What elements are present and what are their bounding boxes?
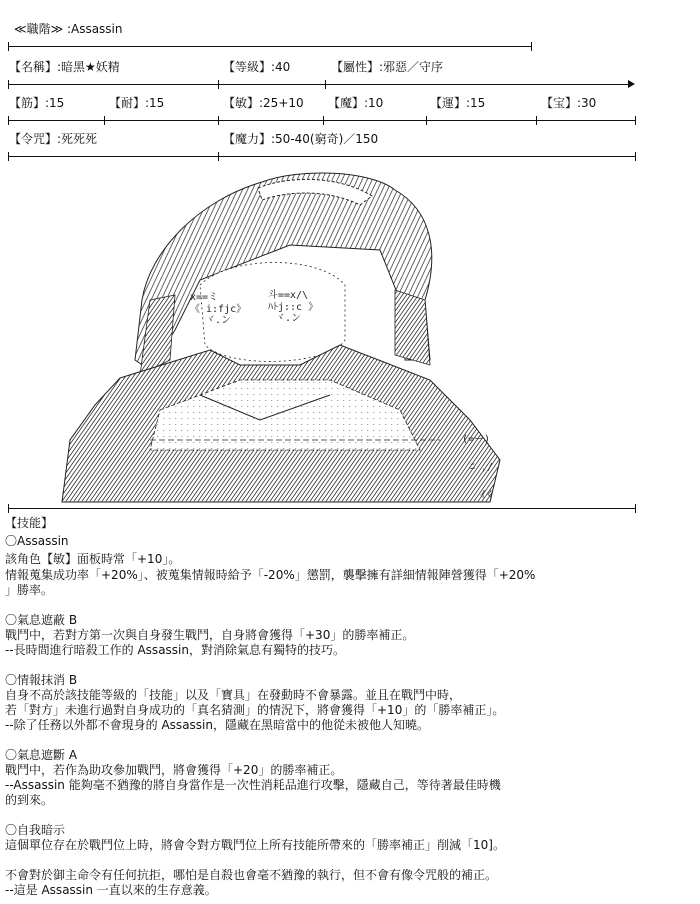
divider-portrait (8, 508, 636, 509)
mana-field: 【魔力】:50-40(窮奇)／150 (223, 132, 379, 146)
attribute-field: 【屬性】:邪惡／守序 (331, 60, 444, 74)
skill-text: 」勝率。 (5, 583, 54, 597)
svg-text:ヾ.ン: ヾ.ン (205, 315, 232, 326)
skill-title: 〇情報抹消 B (5, 673, 78, 687)
class-field: ≪職階≫ :Assassin (14, 22, 123, 36)
svg-text:x==ミ: x==ミ (190, 292, 219, 303)
skill-title: 〇氣息遮斷 A (5, 748, 78, 762)
skill-text: 該角色【敏】面板時常「+10」。 (5, 552, 181, 566)
svg-text:ｲく: ｲく (480, 490, 495, 501)
command-seal-field: 【令咒】:死死死 (9, 132, 98, 146)
stat-end: 【耐】:15 (109, 96, 165, 110)
skill-text: 情報蒐集成功率「+20%」、被蒐集情報時給予「-20%」懲罰，襲擊擁有詳細情報陣營獲得「+20% (5, 568, 536, 582)
stat-agi: 【敏】:25+10 (223, 96, 304, 110)
svg-text:ﾊﾄj::c 》: ﾊﾄj::c 》 (268, 302, 319, 313)
skill-text: --這是 Assassin 一直以來的生存意義。 (5, 883, 217, 897)
name-field: 【名稱】:暗黑★妖精 (9, 60, 120, 74)
stat-mag: 【魔】:10 (328, 96, 384, 110)
svg-text:斗==x/\: 斗==x/\ (268, 290, 309, 301)
skill-text: --除了任務以外都不會現身的 Assassin，隱藏在黑暗當中的他從未被他人知曉。 (5, 718, 429, 732)
skill-text: 的到來。 (5, 793, 54, 807)
stat-np: 【宝】:30 (541, 96, 597, 110)
svg-text:ﾆ ,/: ﾆ ,/ (470, 462, 494, 473)
skill-text: --Assassin 能夠毫不猶豫的將自身當作是一次性消耗品進行攻擊，隱藏自己，等待著最佳時機 (5, 778, 501, 792)
divider-tick (8, 504, 9, 513)
skill-text: --長時間進行暗殺工作的 Assassin，對消除氣息有獨特的技巧。 (5, 643, 345, 657)
svg-text:《 i:fjc》: 《 i:fjc》 (190, 304, 247, 315)
skill-title: 〇氣息遮蔽 B (5, 613, 78, 627)
stat-str: 【筋】:15 (9, 96, 65, 110)
divider-tick (635, 504, 636, 513)
skill-title: 〇自我暗示 (5, 823, 66, 837)
skill-text: 不會對於御主命令有任何抗拒，哪怕是自殺也會毫不猶豫的執行，但不會有像令咒般的補正。 (5, 868, 498, 882)
skill-text: 自身不高於該技能等級的「技能」以及「寶具」在發動時不會暴露。並且在戰鬥中時， (5, 688, 462, 702)
level-field: 【等級】:40 (223, 60, 291, 74)
svg-text:(=ー): (=ー) (462, 434, 491, 445)
skill-text: 戰鬥中，若對方第一次與自身發生戰鬥，自身將會獲得「+30」的勝率補正。 (5, 628, 415, 642)
skill-text: 若「對方」未進行過對自身成功的「真名猜測」的情況下，將會獲得「+10」的「勝率補正」。 (5, 703, 505, 717)
skills-header: 【技能】 (5, 516, 54, 530)
stat-luck: 【運】:15 (430, 96, 486, 110)
skill-text: 這個單位存在於戰鬥位上時，將會令對方戰鬥位上所有技能所帶來的「勝率補正」削減「10]。 (5, 838, 505, 852)
skill-text: 戰鬥中，若作為助攻參加戰鬥，將會獲得「+20」的勝率補正。 (5, 763, 343, 777)
svg-text:ヾ.ン: ヾ.ン (275, 313, 302, 324)
skill-title: 〇Assassin (5, 534, 69, 548)
